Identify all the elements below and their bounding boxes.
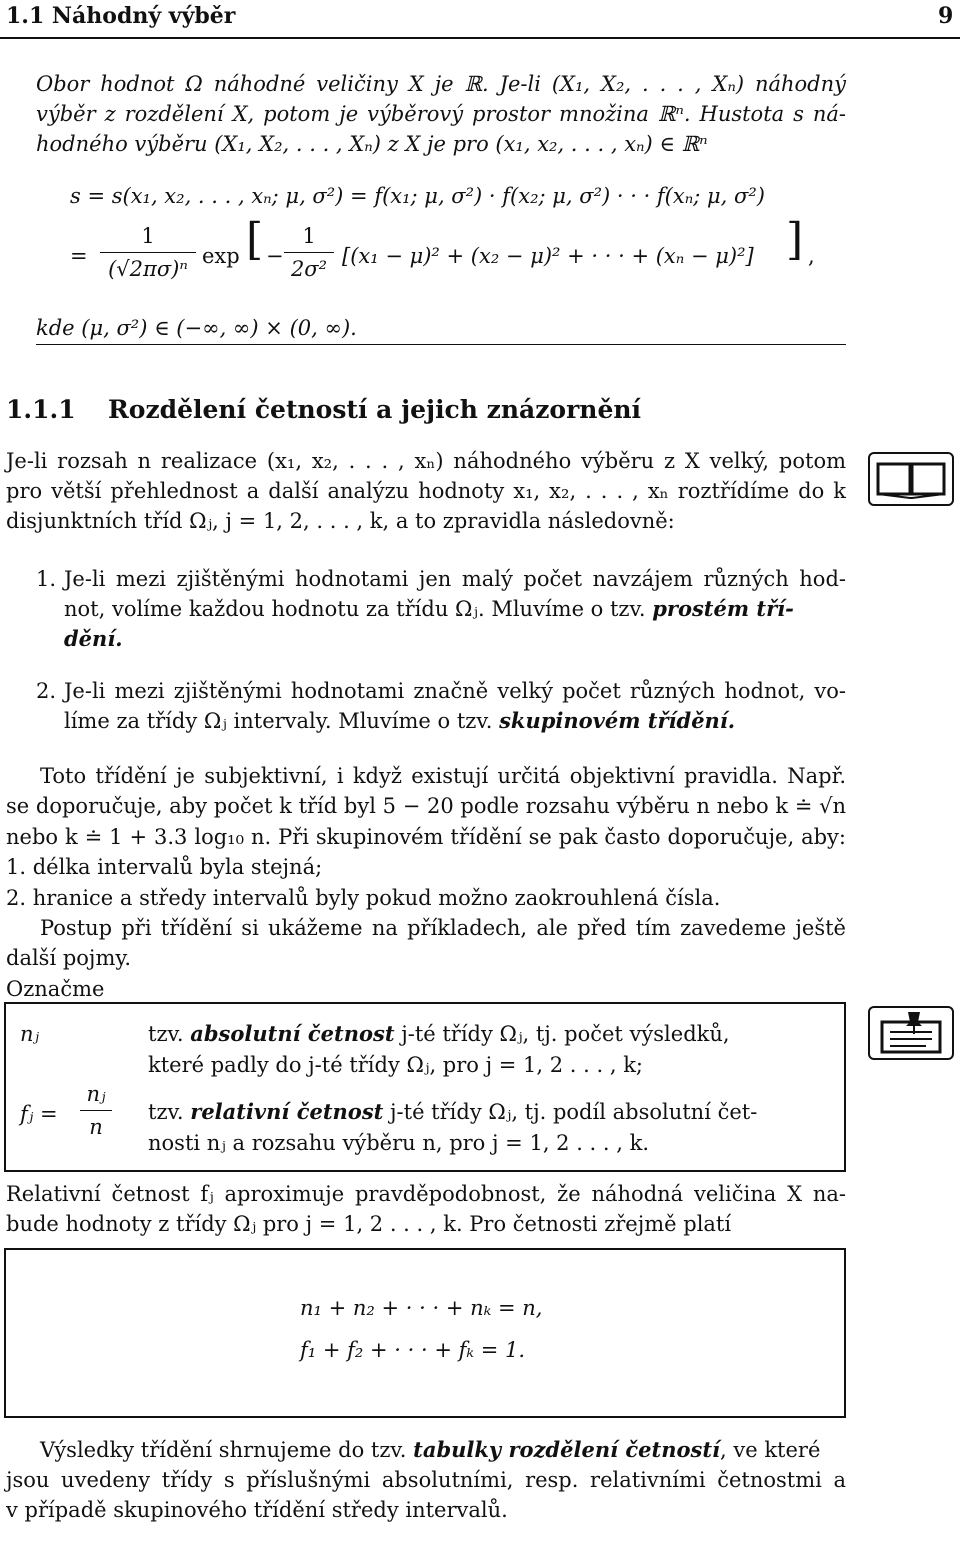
fj-fraction xyxy=(80,1080,112,1141)
book-icon-graphic xyxy=(870,454,952,504)
para4-line-3: v případě skupinového třídění středy intervalů. xyxy=(6,1498,508,1522)
definition-line-2: výběr z rozdělení X, potom je výběrový prostor množina ℝⁿ. Hustota s ná- xyxy=(36,102,846,126)
intro-line-2: pro větší přehlednost a další analýzu hodnoty x₁, x₂, . . . , xₙ roztřídíme do k xyxy=(6,479,846,503)
eq2-numerator: 1 xyxy=(141,224,155,248)
para4-line-1 xyxy=(40,1436,846,1464)
eq2-comma: , xyxy=(808,244,815,268)
eq2-fraction-bar xyxy=(100,252,196,253)
subsection-number: 1.1.1 xyxy=(6,395,76,424)
eq2-denominator: (√2πσ)ⁿ xyxy=(108,257,188,281)
nj-tzv: tzv. xyxy=(148,1022,184,1046)
sums-box xyxy=(4,1248,846,1418)
notepad-pin-icon xyxy=(868,1006,954,1060)
nj-symbol: nⱼ xyxy=(20,1022,40,1046)
list-item-2-line-2-text: líme za třídy Ωⱼ intervaly. Mluvíme o tzv. xyxy=(64,709,493,733)
eq2-left-bracket: [ xyxy=(246,214,264,265)
eq2-right-bracket: ] xyxy=(786,214,804,265)
intro-line-1: Je-li rozsah n realizace (x₁, x₂, . . . , xₙ) náhodného výběru z X velký, potom xyxy=(6,449,846,473)
fj-term: relativní četnost xyxy=(190,1099,384,1124)
para4-line-2: jsou uvedeny třídy s příslušnými absolutními, resp. relativními četnostmi a xyxy=(6,1468,846,1492)
nj-definition-line-2: které padly do j-té třídy Ωⱼ, pro j = 1, 2 . . . , k; xyxy=(148,1053,643,1077)
eq2-inner-numerator: 1 xyxy=(302,224,316,248)
para2-line-4: 1. délka intervalů byla stejná; xyxy=(6,855,323,879)
eq2-equals: = xyxy=(70,244,88,268)
list-item-1-line-2-text: not, volíme každou hodnotu za třídu Ωⱼ. Mluvíme o tzv. xyxy=(64,597,646,621)
list-item-2-emphasis: skupinovém třídění. xyxy=(499,708,736,733)
intro-line-3: disjunktních tříd Ωⱼ, j = 1, 2, . . . , k, a to zpravidla následovně: xyxy=(6,509,675,533)
list-item-2-line-2 xyxy=(64,707,735,735)
para2-line-8: Označme xyxy=(6,977,105,1001)
eq2-fraction xyxy=(100,222,196,283)
notepad-pin-graphic xyxy=(870,1008,952,1058)
density-equation-2 xyxy=(70,214,830,292)
header-rule xyxy=(0,37,960,39)
fj-fraction-bar xyxy=(80,1110,112,1111)
list-item-2-line-1: Je-li mezi zjištěnými hodnotami značně velký počet různých hodnot, vo- xyxy=(64,679,846,703)
definition-end-rule xyxy=(36,344,846,345)
fj-definition-rest: j-té třídy Ωⱼ, tj. podíl absolutní čet- xyxy=(390,1100,758,1124)
para2-line-6: Postup při třídění si ukážeme na příkladech, ale před tím zavedeme ještě xyxy=(40,916,846,940)
para4-term: tabulky rozdělení četností xyxy=(413,1437,720,1462)
nj-definition-rest: j-té třídy Ωⱼ, tj. počet výsledků, xyxy=(401,1022,730,1046)
list-item-2-number: 2. xyxy=(36,679,57,703)
kde-line: kde (μ, σ²) ∈ (−∞, ∞) × (0, ∞). xyxy=(36,316,357,340)
page-number: 9 xyxy=(938,3,954,29)
para2-line-7: další pojmy. xyxy=(6,946,132,970)
para2-line-3: nebo k ≐ 1 + 3.3 log₁₀ n. Při skupinovém třídění se pak často doporučuje, aby: xyxy=(6,825,846,849)
eq2-inner-fraction-bar xyxy=(284,252,334,253)
fj-numerator: nⱼ xyxy=(86,1082,106,1106)
eq2-inner-fraction xyxy=(284,222,334,283)
para2-line-5: 2. hranice a středy intervalů byly pokud možno zaokrouhlená čísla. xyxy=(6,886,721,910)
list-item-1-line-2 xyxy=(64,595,846,623)
eq2-exp: exp xyxy=(202,244,240,268)
eq2-body: [(x₁ − μ)² + (x₂ − μ)² + · · · + (xₙ − μ)²] xyxy=(342,244,754,268)
definition-line-3: hodného výběru (X₁, X₂, . . . , Xₙ) z X je pro (x₁, x₂, . . . , xₙ) ∈ ℝⁿ xyxy=(36,132,708,156)
fj-definition-line-1 xyxy=(148,1098,757,1126)
book-icon xyxy=(868,452,954,506)
list-item-1-emphasis: prostém tří- xyxy=(652,596,794,621)
running-header-section: 1.1 Náhodný výběr xyxy=(6,3,236,29)
para3-line-1: Relativní četnost fⱼ aproximuje pravděpodobnost, že náhodná veličina X na- xyxy=(6,1182,846,1206)
sum-equation-relative: f₁ + f₂ + · · · + fₖ = 1. xyxy=(300,1338,526,1362)
nj-definition-line-1 xyxy=(148,1020,730,1048)
fj-symbol: fⱼ = xyxy=(20,1102,58,1126)
para3-line-2: bude hodnoty z třídy Ωⱼ pro j = 1, 2 . . . , k. Pro četnosti zřejmě platí xyxy=(6,1212,732,1236)
para4-tail: , ve které xyxy=(720,1438,821,1462)
para2-line-1: Toto třídění je subjektivní, i když existují určitá objektivní pravidla. Např. xyxy=(40,764,846,788)
eq2-minus: − xyxy=(266,244,284,268)
nj-term: absolutní četnost xyxy=(190,1021,395,1046)
para4-lead: Výsledky třídění shrnujeme do tzv. xyxy=(40,1438,407,1462)
list-item-1-line-1: Je-li mezi zjištěnými hodnotami jen malý počet navzájem různých hod- xyxy=(64,567,846,591)
fj-definition-line-2: nosti nⱼ a rozsahu výběru n, pro j = 1, 2 . . . , k. xyxy=(148,1131,650,1155)
eq2-inner-denominator: 2σ² xyxy=(290,257,328,281)
density-equation-1: s = s(x₁, x₂, . . . , xₙ; μ, σ²) = f(x₁; μ, σ²) · f(x₂; μ, σ²) · · · f(xₙ; μ, σ²) xyxy=(70,184,765,208)
para2-line-2: se doporučuje, aby počet k tříd byl 5 − 20 podle rozsahu výběru n nebo k ≐ √n xyxy=(6,794,846,818)
fj-denominator: n xyxy=(89,1115,103,1139)
notation-box xyxy=(4,1002,846,1172)
list-item-1-emphasis-cont: dění. xyxy=(64,626,123,651)
subsection-title: Rozdělení četností a jejich znázornění xyxy=(108,395,642,424)
definition-line-1: Obor hodnot Ω náhodné veličiny X je ℝ. Je-li (X₁, X₂, . . . , Xₙ) náhodný xyxy=(36,72,846,96)
sum-equation-absolute: n₁ + n₂ + · · · + nₖ = n, xyxy=(300,1296,543,1320)
list-item-1-number: 1. xyxy=(36,567,57,591)
fj-tzv: tzv. xyxy=(148,1100,184,1124)
